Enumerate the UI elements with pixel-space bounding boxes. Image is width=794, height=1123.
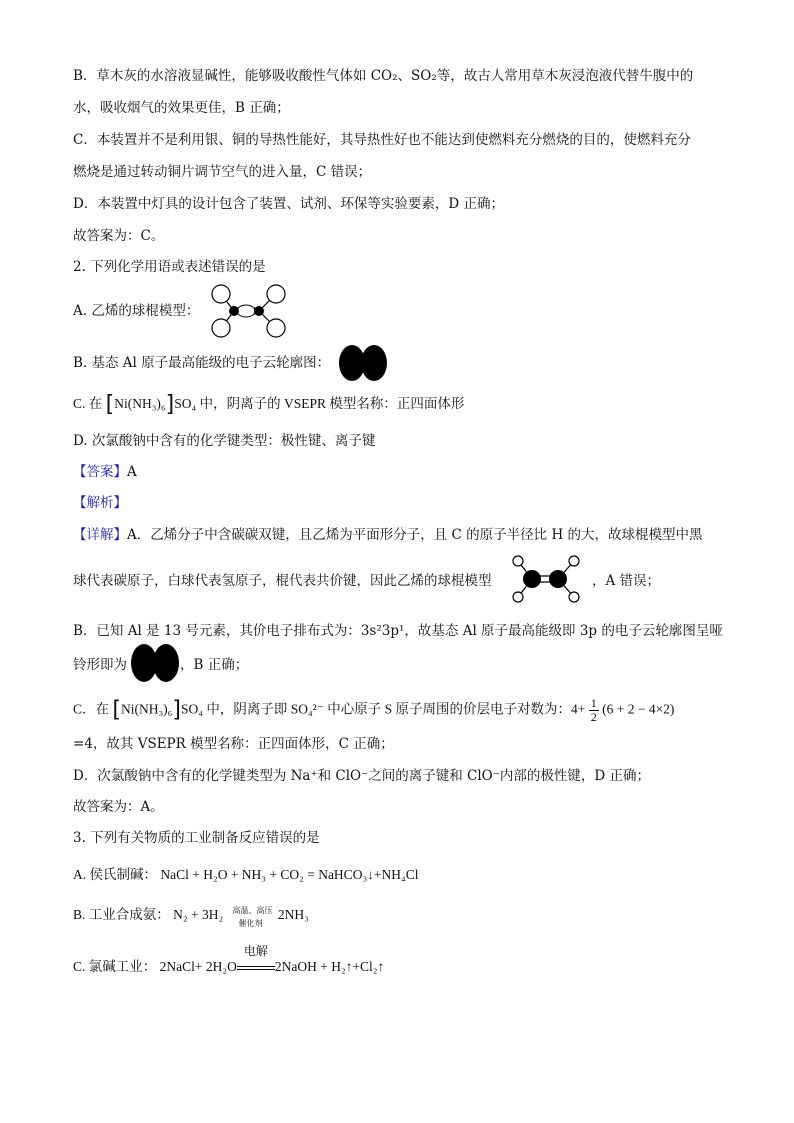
detail-c-formula: (6 + 2 − 4×2)	[602, 701, 675, 717]
answer-row	[73, 463, 137, 481]
question-3: 3. 下列有关物质的工业制备反应错误的是	[73, 830, 320, 846]
answer-line: 故答案为：C。	[73, 228, 165, 244]
q2c-suffix: 中，阴离子的 VSEPR 模型名称：正四面体形	[199, 396, 465, 411]
analysis-tag: 【解析】	[73, 495, 127, 511]
q3-option-a	[73, 866, 418, 884]
q2-option-d: D. 次氯酸钠中含有的化学键类型：极性键、离子键	[73, 433, 376, 449]
explanation-b-cont: 水，吸收烟气的效果更佳，B 正确；	[73, 100, 290, 116]
analysis-tag-row	[73, 494, 127, 512]
q2-option-c: C. 在 [Ni(NH₃)₆]SO₄ 中，阴离子的 VSEPR 模型名称：正四面体形	[73, 392, 465, 417]
detail-c-prefix: C．在	[73, 701, 110, 717]
condition-top: 高温、高压	[232, 906, 273, 915]
detail-a-text: A．乙烯分子中含碳碳双键，且乙烯为平面形分子，且 C 的原子半径比 H 的大，故球棍模型中黑	[127, 527, 703, 543]
dumbbell-orbital-answer-icon	[130, 643, 180, 683]
q3-option-b	[73, 906, 309, 926]
q3b-reactants: N₂ + 3H₂	[173, 907, 224, 923]
explanation-d: D．本装置中灯具的设计包含了装置、试剂、环保等实验要素，D 正确；	[73, 196, 504, 212]
explanation-c: C．本装置并不是利用银、铜的导热性能好，其导热性好也不能达到使燃料充分燃烧的目的，使燃料充分	[73, 132, 691, 148]
reversible-arrow-conditions	[227, 906, 275, 926]
electrolysis-arrow	[237, 944, 275, 976]
fraction-numerator: 1	[590, 696, 597, 710]
q3-option-c	[73, 944, 385, 976]
q2-option-b: B. 基态 Al 原子最高能级的电子云轮廓图：	[73, 355, 331, 371]
detail-b-2-start: 铃形即为	[73, 657, 127, 673]
q2-option-a: A. 乙烯的球棍模型：	[73, 303, 200, 319]
detail-complex-cation: Ni(NH₃)₆	[120, 701, 173, 717]
fraction-half	[589, 697, 599, 724]
q3a-label: A. 侯氏制碱：	[73, 867, 157, 882]
q3c-reactants: 2NaCl+ 2H₂O	[159, 959, 237, 974]
dumbbell-orbital-icon	[338, 344, 388, 382]
complex-anion: SO₄	[174, 396, 197, 411]
q3a-equation: NaCl + H₂O + NH₃ + CO₂ = NaHCO₃↓+NH₄Cl	[160, 867, 419, 882]
detail-b-1: B．已知 Al 是 13 号元素，其价电子排布式为：3s²3p¹，故基态 Al 原子最高能级即 3p 的电子云轮廓图呈哑	[73, 623, 723, 639]
answer-tag: 【答案】	[73, 464, 127, 480]
q3b-label: B. 工业合成氨：	[73, 907, 170, 923]
q2c-prefix: C. 在	[73, 396, 103, 411]
answer-value: A	[127, 464, 137, 480]
detail-complex-anion: SO₄	[180, 701, 203, 717]
detail-c-1: C．在 [Ni(NH₃)₆]SO₄ 中，阴离子即 SO₄²⁻ 中心原子 S 原子周围的价层电子对数为：4+ $\frac{1}{2}$ (6 + 2 − 4×2)	[73, 696, 675, 724]
fraction-denominator: 2	[590, 710, 597, 724]
ethylene-ball-stick-model	[206, 283, 292, 339]
detail-answer: 故答案为：A。	[73, 799, 164, 815]
detail-a-1	[73, 526, 703, 544]
detail-a-2-end: ，A 错误；	[592, 573, 661, 589]
detail-c-2: =4，故其 VSEPR 模型名称：正四面体形，C 正确；	[73, 736, 394, 752]
detail-a-2-text: 球代表碳原子，白球代表氢原子，棍代表共价键，因此乙烯的球棍模型	[73, 573, 492, 589]
q3c-label: C. 氯碱工业：	[73, 959, 157, 974]
complex-cation: Ni(NH₃)₆	[114, 396, 166, 411]
question-2: 2. 下列化学用语或表述错误的是	[73, 259, 266, 275]
detail-b-2-end: ，B 正确；	[180, 657, 249, 673]
detail-c-middle: 中，阴离子即 SO₄²⁻ 中心原子 S 原子周围的价层电子对数为：4+	[206, 701, 586, 717]
electrolysis-label: 电解	[243, 944, 268, 958]
q3c-products: 2NaOH + H₂↑+Cl₂↑	[274, 959, 385, 974]
explanation-c-cont: 燃烧是通过转动铜片调节空气的进入量，C 错误；	[73, 164, 372, 180]
detail-tag: 【详解】	[73, 527, 127, 543]
detail-d: D．次氯酸钠中含有的化学键类型为 Na⁺和 ClO⁻之间的离子键和 ClO⁻内部的极性键，D 正确；	[73, 768, 650, 784]
explanation-b: B．草木灰的水溶液显碱性，能够吸收酸性气体如 CO₂、SO₂等，故古人常用草木灰浸泡液代替牛腹中的	[73, 68, 694, 84]
ethylene-model-answer	[508, 552, 584, 606]
q3b-product: 2NH₃	[277, 907, 309, 923]
condition-bottom: 催化剂	[238, 919, 263, 928]
detail-a-2	[73, 572, 492, 590]
